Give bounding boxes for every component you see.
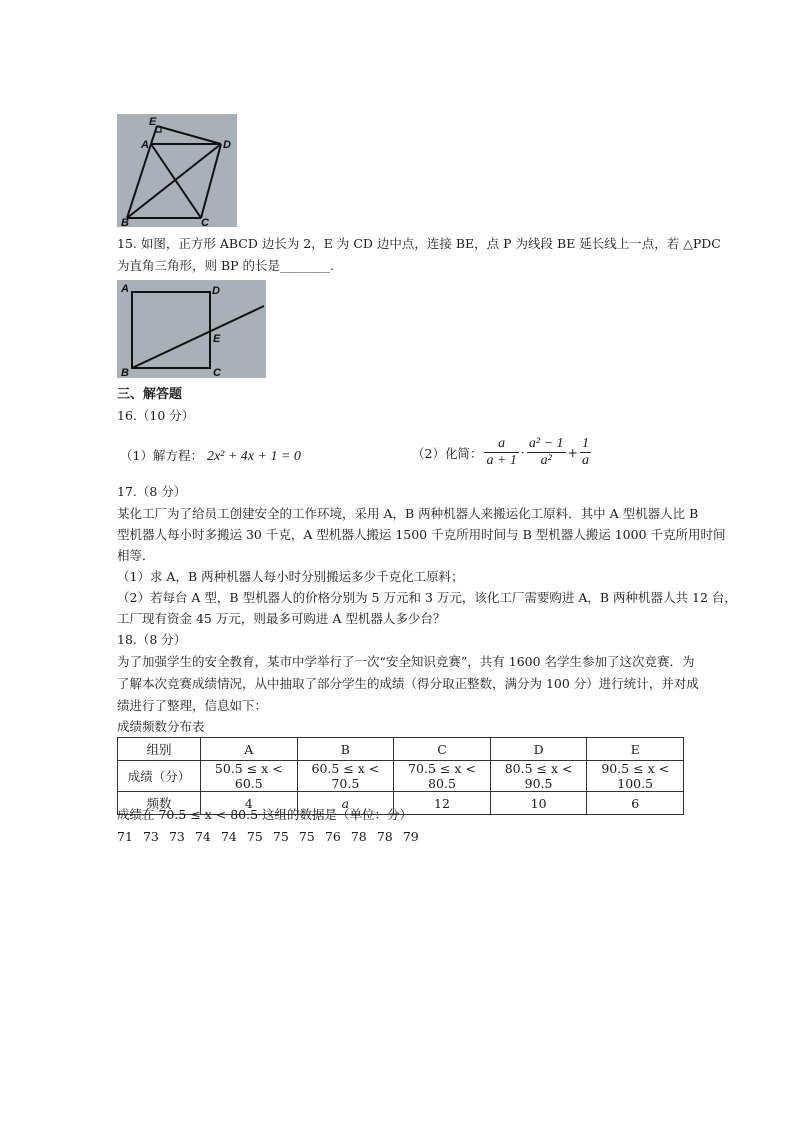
fig14-label-d: D (223, 139, 231, 151)
row-header-group: 组别 (118, 738, 201, 761)
plus-sign: + (567, 445, 579, 460)
data-value: 74 (220, 829, 237, 844)
section-title: 三、解答题 (117, 387, 183, 402)
q16-part2-label: （2）化简： (412, 445, 483, 461)
q18-line-2: 了解本次竞赛成绩情况，从中抽取了部分学生的成绩（得分取正整数，满分为 100 分）进行统计，并对成 (117, 676, 699, 691)
fig15-label-c: C (213, 367, 221, 378)
data-value: 78 (350, 829, 367, 844)
figure-q14 (117, 114, 237, 227)
data-value: 79 (402, 829, 419, 844)
count-a: 4 (201, 792, 298, 815)
table-row (118, 761, 684, 792)
q17-header: 17.（8 分） (117, 484, 187, 499)
q17-line-3: 相等． (117, 548, 155, 563)
fraction-1-denominator: a + 1 (486, 453, 517, 468)
q17-line-5: （2）若每台 A 型，B 型机器人的价格分别为 5 万元和 3 万元，该化工厂需要购进 A，B 两种机器人共 12 台， (117, 590, 737, 605)
range-d: 80.5 ≤ x < 90.5 (490, 761, 587, 792)
fig14-label-a: A (141, 139, 149, 151)
q18-header: 18.（8 分） (117, 632, 187, 647)
data-value: 75 (298, 829, 315, 844)
fig14-label-e: E (149, 116, 157, 128)
fraction-2-denominator: a² (540, 453, 552, 468)
multiply-dot: · (520, 445, 525, 460)
q17-line-4: （1）求 A，B 两种机器人每小时分别搬运多少千克化工原料； (117, 569, 464, 584)
count-b: a (297, 792, 394, 815)
fraction-3-numerator: 1 (582, 436, 590, 451)
row-header-score: 成绩（分） (118, 761, 201, 792)
figure-q15 (117, 280, 266, 378)
q16-part1 (120, 446, 301, 465)
range-b: 60.5 ≤ x < 70.5 (297, 761, 394, 792)
data-value: 73 (142, 829, 159, 844)
data-value: 73 (168, 829, 185, 844)
group-b: B (297, 738, 394, 761)
table-caption: 成绩频数分布表 (117, 719, 205, 734)
data-value: 71 (117, 829, 133, 844)
q15-line-1: 15. 如图，正方形 ABCD 边长为 2，E 为 CD 边中点，连接 BE，点 P 为线段 BE 延长线上一点，若 △PDC (117, 236, 721, 251)
q16-fraction-2 (527, 436, 566, 469)
data-value: 78 (376, 829, 393, 844)
q18-line-1: 为了加强学生的安全教育，某市中学举行了一次“安全知识竞赛”，共有 1600 名学生参加了这次竞赛．为 (117, 654, 695, 669)
count-e: 6 (587, 792, 684, 815)
group-d: D (490, 738, 587, 761)
row-header-frequency: 频数 (118, 792, 201, 815)
data-value: 75 (272, 829, 289, 844)
q15-line-2: 为直角三角形，则 BP 的长是________. (117, 258, 335, 273)
count-d: 10 (490, 792, 587, 815)
data-value: 74 (194, 829, 211, 844)
q17-line-6: 工厂现有资金 45 万元，则最多可购进 A 型机器人多少台？ (117, 611, 446, 626)
q16-fraction-3 (580, 436, 591, 469)
fraction-3-denominator: a (582, 453, 590, 468)
fig15-label-e: E (213, 333, 221, 345)
data-caption: 成绩在 70.5 ≤ x < 80.5 这组的数据是（单位：分） (117, 807, 413, 822)
fig15-label-a: A (121, 283, 129, 295)
group-e: E (587, 738, 684, 761)
range-e: 90.5 ≤ x < 100.5 (587, 761, 684, 792)
q18-line-3: 绩进行了整理，信息如下： (117, 698, 268, 713)
frequency-table (117, 737, 684, 815)
fig14-label-b: B (121, 217, 129, 227)
fraction-1-numerator: a (484, 436, 518, 453)
q16-fraction-1 (484, 436, 518, 469)
data-value: 75 (246, 829, 263, 844)
q16-header: 16.（10 分） (117, 408, 195, 423)
data-values (117, 828, 425, 846)
q16-part1-label: （1）解方程： (120, 448, 203, 463)
group-a: A (201, 738, 298, 761)
fig15-label-b: B (121, 367, 129, 378)
fig15-label-d: D (212, 285, 220, 297)
q16-part2 (412, 436, 593, 469)
range-a: 50.5 ≤ x < 60.5 (201, 761, 298, 792)
q17-line-1: 某化工厂为了给员工创建安全的工作环境，采用 A，B 两种机器人来搬运化工原料．其中 A 型机器人比 B (117, 506, 699, 521)
q17-line-2: 型机器人每小时多搬运 30 千克，A 型机器人搬运 1500 千克所用时间与 B 型机器人搬运 1000 千克所用时间 (117, 527, 726, 542)
table-row (118, 738, 684, 761)
fig14-label-c: C (201, 217, 209, 227)
group-c: C (394, 738, 491, 761)
q16-part1-equation: 2x² + 4x + 1 = 0 (206, 449, 301, 464)
count-c: 12 (394, 792, 491, 815)
data-value: 76 (324, 829, 341, 844)
range-c: 70.5 ≤ x < 80.5 (394, 761, 491, 792)
fraction-2-numerator: a² − 1 (528, 436, 564, 451)
